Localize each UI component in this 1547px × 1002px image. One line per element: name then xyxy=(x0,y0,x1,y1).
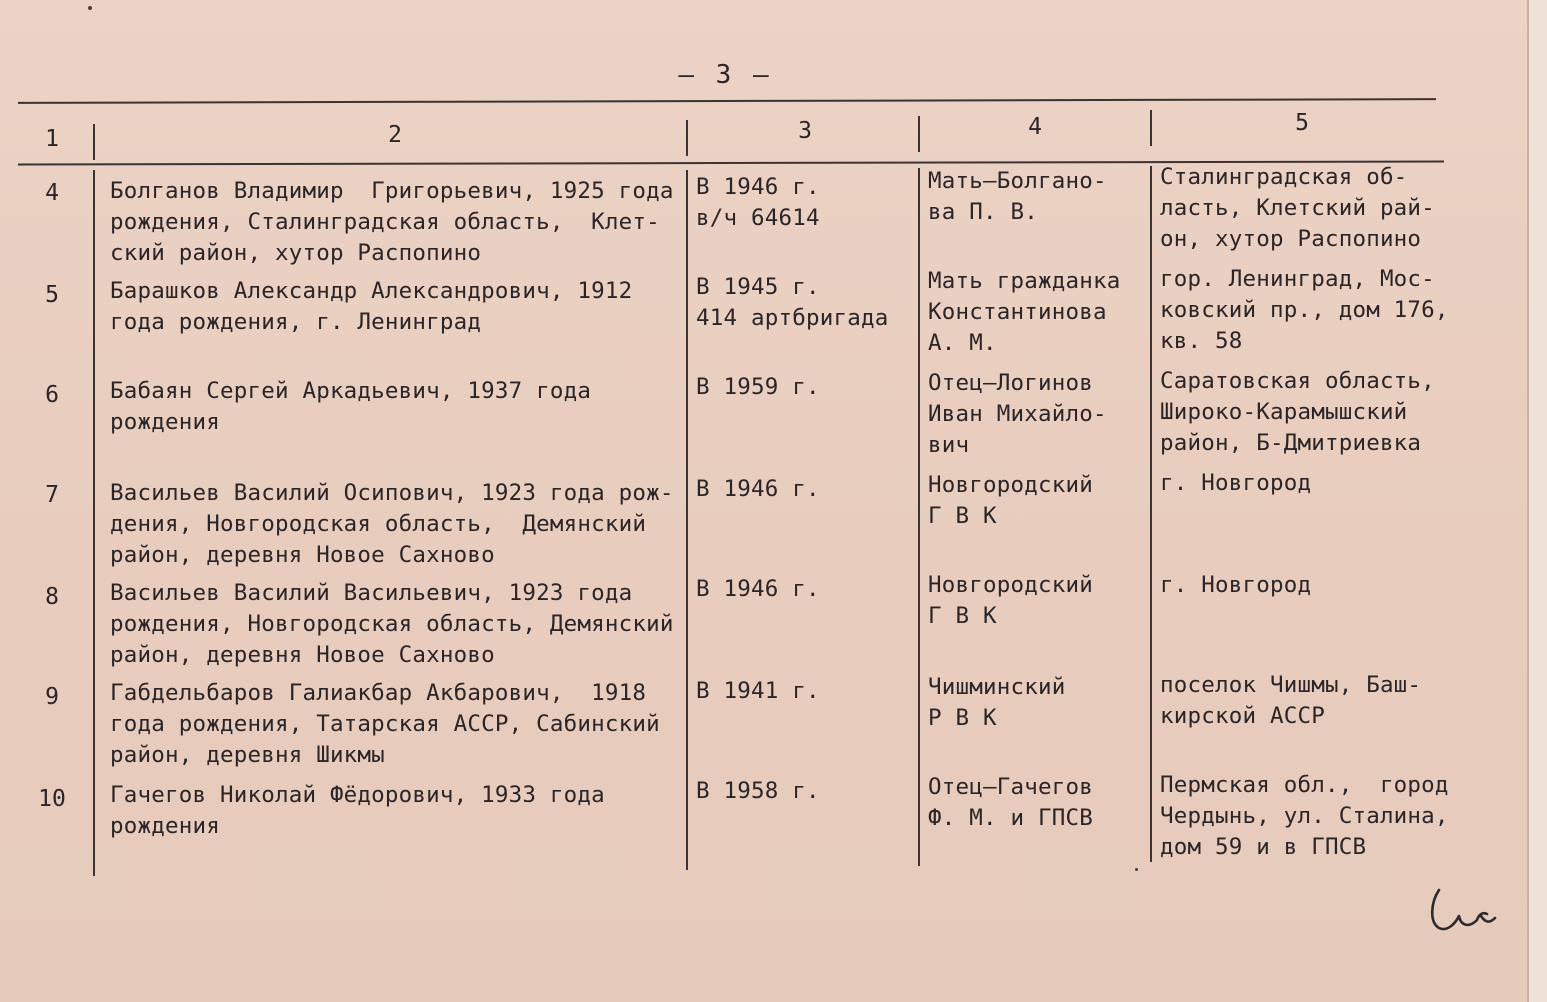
address-info: Пермская обл., город Чердынь, ул. Сталина, дом 59 и в ГПСВ xyxy=(1160,772,1449,860)
row-number: 10 xyxy=(38,786,66,812)
row-number: 9 xyxy=(45,684,59,710)
table-top-rule xyxy=(18,98,1436,104)
column-divider xyxy=(93,124,95,160)
row-number: 5 xyxy=(45,282,59,308)
person-details: Васильев Василий Осипович, 1923 года рож- дения, Новгородская область, Демянский район, деревня Новое Сахново xyxy=(110,480,674,568)
relative-info: Чишминский Р В К xyxy=(928,674,1066,731)
conscription-info: В 1946 г. xyxy=(696,476,820,502)
relative-info: Мать гражданка Константинова А. М. xyxy=(928,268,1121,356)
relative-info: Мать—Болгано- ва П. В. xyxy=(928,168,1107,225)
column-divider xyxy=(918,168,920,866)
page-edge xyxy=(1528,0,1547,1002)
conscription-info: В 1941 г. xyxy=(696,678,820,704)
conscription-info: В 1958 г. xyxy=(696,778,820,804)
person-details: Габдельбаров Галиакбар Акбарович, 1918 года рождения, Татарская АССР, Сабинский район, деревня Шикмы xyxy=(110,680,660,768)
column-header-1: 1 xyxy=(45,126,59,152)
address-info: Саратовская область, Широко-Карамышский район, Б-Дмитриевка xyxy=(1160,368,1435,456)
row-number: 7 xyxy=(45,482,59,508)
column-divider xyxy=(93,170,95,876)
page-edge-line xyxy=(1527,0,1529,1002)
address-info: г. Новгород xyxy=(1160,470,1312,496)
row-number: 8 xyxy=(45,584,59,610)
person-details: Васильев Василий Васильевич, 1923 года рождения, Новгородская область, Демянский район, деревня Новое Сахново xyxy=(110,580,674,668)
conscription-info: В 1959 г. xyxy=(696,374,820,400)
conscription-info: В 1946 г. в/ч 64614 xyxy=(696,174,820,231)
column-header-2: 2 xyxy=(388,122,402,148)
address-info: г. Новгород xyxy=(1160,572,1312,598)
column-divider xyxy=(1150,110,1152,146)
relative-info: Новгородский Г В К xyxy=(928,472,1093,529)
column-header-4: 4 xyxy=(1028,114,1042,140)
relative-info: Отец—Гачегов Ф. М. и ГПСВ xyxy=(928,774,1093,831)
person-details: Болганов Владимир Григорьевич, 1925 года рождения, Сталинградская область, Клет- ский район, хутор Распопино xyxy=(110,178,674,266)
column-divider xyxy=(918,116,920,152)
person-details: Гачегов Николай Фёдорович, 1933 года рождения xyxy=(110,782,605,839)
address-info: гор. Ленинград, Мос- ковский пр., дом 176, кв. 58 xyxy=(1160,266,1449,354)
column-header-3: 3 xyxy=(798,118,812,144)
relative-info: Отец—Логинов Иван Михайло- вич xyxy=(928,370,1107,458)
address-info: поселок Чишмы, Баш- кирской АССР xyxy=(1160,672,1422,729)
column-header-5: 5 xyxy=(1295,110,1309,136)
row-number: 6 xyxy=(45,382,59,408)
relative-info: Новгородский Г В К xyxy=(928,572,1093,629)
person-details: Бабаян Сергей Аркадьевич, 1937 года рождения xyxy=(110,378,592,435)
handwritten-signature xyxy=(1425,880,1505,940)
page-number: — 3 — xyxy=(678,60,772,90)
ink-speck xyxy=(1135,868,1138,871)
column-divider xyxy=(686,170,688,870)
row-number: 4 xyxy=(45,180,59,206)
ink-speck xyxy=(88,6,92,10)
address-info: Сталинградская об- ласть, Клетский рай- он, хутор Распопино xyxy=(1160,164,1435,252)
conscription-info: В 1946 г. xyxy=(696,576,820,602)
column-divider xyxy=(686,120,688,156)
conscription-info: В 1945 г. 414 артбригада xyxy=(696,274,889,331)
person-details: Барашков Александр Александрович, 1912 года рождения, г. Ленинград xyxy=(110,278,633,335)
column-divider xyxy=(1150,166,1152,862)
